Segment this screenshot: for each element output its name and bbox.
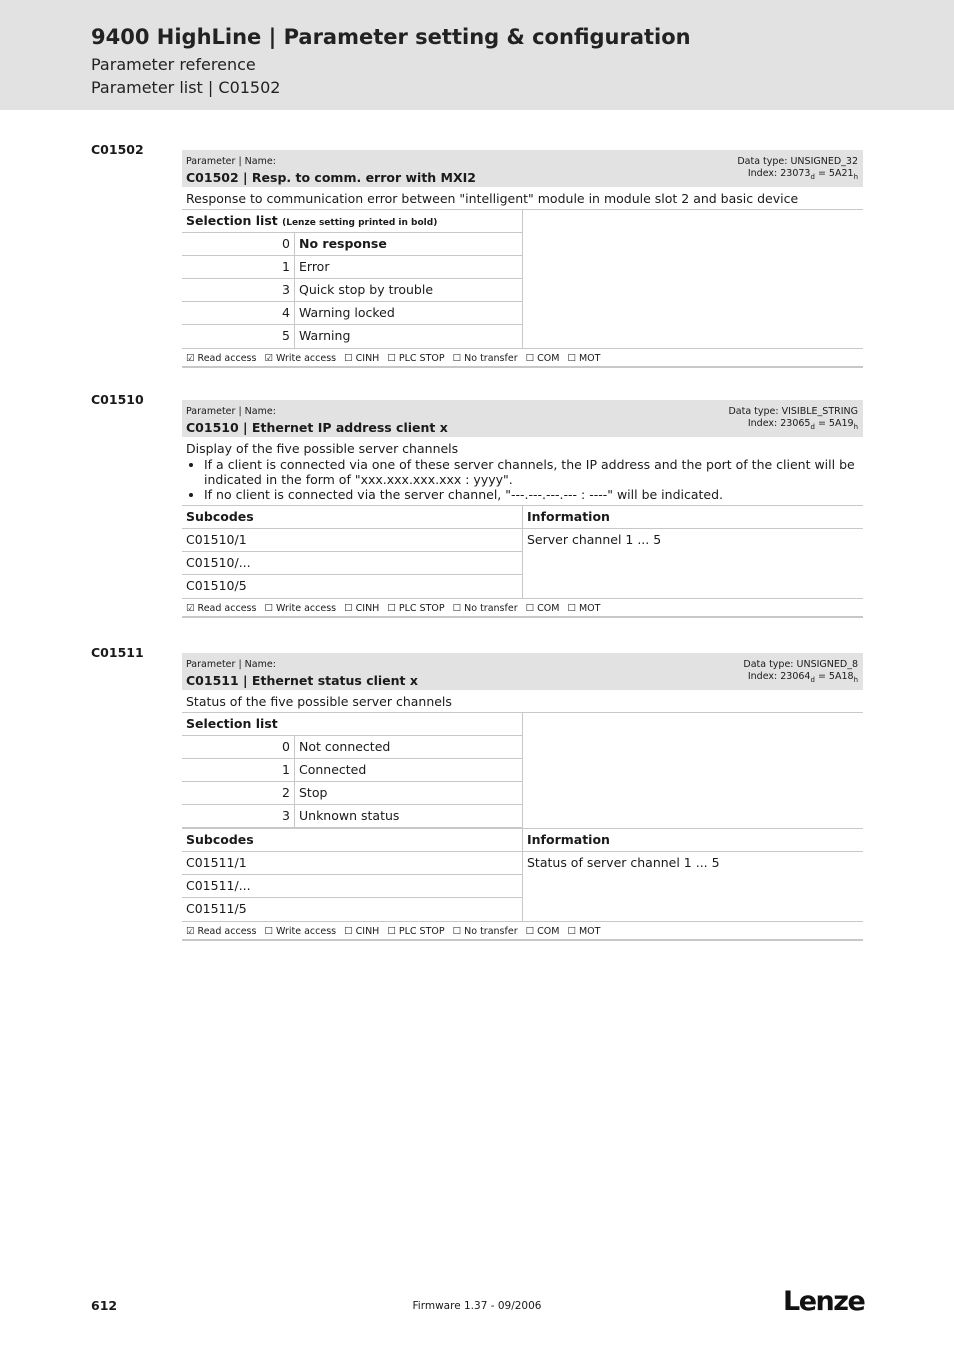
parameter-code-label: C01511 xyxy=(91,645,144,660)
section-subtitle: Parameter reference xyxy=(91,55,256,74)
selection-row: 1 Connected xyxy=(182,759,522,782)
subcodes-grid xyxy=(182,828,863,921)
parameter-description: Display of the five possible server channels • If a client is connected via one of these server channels, the IP address and the port of the client will be indicated in the form of "xxx.xxx.xxx.xxx : yyyy". • If no client is connected via the server channel, "---.---.---.--- : ----" will be indicated. xyxy=(182,437,863,506)
parameter-table-c01502 xyxy=(182,150,863,368)
selection-row: 3 Quick stop by trouble xyxy=(182,279,522,302)
parameter-code-label: C01502 xyxy=(91,142,144,157)
selection-row: 2 Stop xyxy=(182,782,522,805)
information-heading: Information xyxy=(523,506,863,529)
parameter-table-c01511 xyxy=(182,653,863,941)
selection-row: 3 Unknown status xyxy=(182,805,522,828)
subcodes-heading: Subcodes xyxy=(182,506,522,529)
subcodes-heading: Subcodes xyxy=(182,829,522,852)
page-subtitle: Parameter list | C01502 xyxy=(91,78,281,97)
subcode-row: C01511/1 xyxy=(182,852,522,875)
data-type: Data type: UNSIGNED_32 xyxy=(737,156,858,167)
subcode-row: C01510/5 xyxy=(186,578,247,593)
parameter-description: Status of the five possible server channels xyxy=(182,690,863,713)
selection-row: 0 Not connected xyxy=(182,736,522,759)
data-type: Data type: VISIBLE_STRING xyxy=(728,406,858,417)
selection-list-heading: Selection list (Lenze setting printed in bold) xyxy=(182,210,522,233)
document-title: 9400 HighLine | Parameter setting & configuration xyxy=(91,25,691,49)
information-value: Server channel 1 ... 5 xyxy=(527,532,662,547)
selection-grid xyxy=(182,713,863,828)
param-name: C01502 | Resp. to comm. error with MXI2 xyxy=(186,170,476,185)
subcode-row: C01510/1 xyxy=(182,529,522,552)
header-band xyxy=(0,0,954,110)
subcode-row: C01511/... xyxy=(182,875,522,898)
subcode-row: C01510/... xyxy=(182,552,522,575)
access-flags: ☑ Read access ☑ Write access ☐ CINH ☐ PLC STOP ☐ No transfer ☐ COM ☐ MOT xyxy=(182,348,863,368)
parameter-header xyxy=(182,653,863,690)
subcodes-grid xyxy=(182,506,863,598)
param-name: C01510 | Ethernet IP address client x xyxy=(186,420,448,435)
parameter-code-label: C01510 xyxy=(91,392,144,407)
selection-row: 5 Warning xyxy=(182,325,522,348)
param-name-label: Parameter | Name: xyxy=(186,406,276,417)
selection-row: 0 No response xyxy=(182,233,522,256)
description-bullet: • If no client is connected via the server channel, "---.---.---.--- : ----" will be indicated. xyxy=(204,487,859,502)
selection-list-heading: Selection list xyxy=(182,713,522,736)
parameter-header xyxy=(182,150,863,187)
param-name-label: Parameter | Name: xyxy=(186,156,276,167)
parameter-header xyxy=(182,400,863,437)
lenze-logo: Lenze xyxy=(783,1286,865,1317)
selection-row: 1 Error xyxy=(182,256,522,279)
firmware-version: Firmware 1.37 - 09/2006 xyxy=(412,1300,542,1312)
data-type: Data type: UNSIGNED_8 xyxy=(743,659,858,670)
page-number: 612 xyxy=(91,1298,118,1313)
information-heading: Information xyxy=(523,829,863,852)
information-value: Status of server channel 1 ... 5 xyxy=(527,855,720,870)
index-value: Index: $23065_d = 5A19_h$ xyxy=(747,418,858,431)
param-name-label: Parameter | Name: xyxy=(186,659,276,670)
selection-grid xyxy=(182,210,863,348)
selection-row: 4 Warning locked xyxy=(182,302,522,325)
description-bullet: • If a client is connected via one of these server channels, the IP address and the port of the client will be indicated in the form of "xxx.xxx.xxx.xxx : yyyy". xyxy=(204,457,859,487)
subcode-row: C01511/5 xyxy=(186,901,247,916)
index-value: Index: $23064_d = 5A18_h$ xyxy=(747,671,858,684)
parameter-description: Response to communication error between "intelligent" module in module slot 2 and basic device xyxy=(182,187,863,210)
index-value: Index: $23073_d = 5A21_h$ xyxy=(747,168,858,181)
access-flags: ☑ Read access ☐ Write access ☐ CINH ☐ PLC STOP ☐ No transfer ☐ COM ☐ MOT xyxy=(182,921,863,941)
param-name: C01511 | Ethernet status client x xyxy=(186,673,418,688)
access-flags: ☑ Read access ☐ Write access ☐ CINH ☐ PLC STOP ☐ No transfer ☐ COM ☐ MOT xyxy=(182,598,863,618)
parameter-table-c01510 xyxy=(182,400,863,618)
